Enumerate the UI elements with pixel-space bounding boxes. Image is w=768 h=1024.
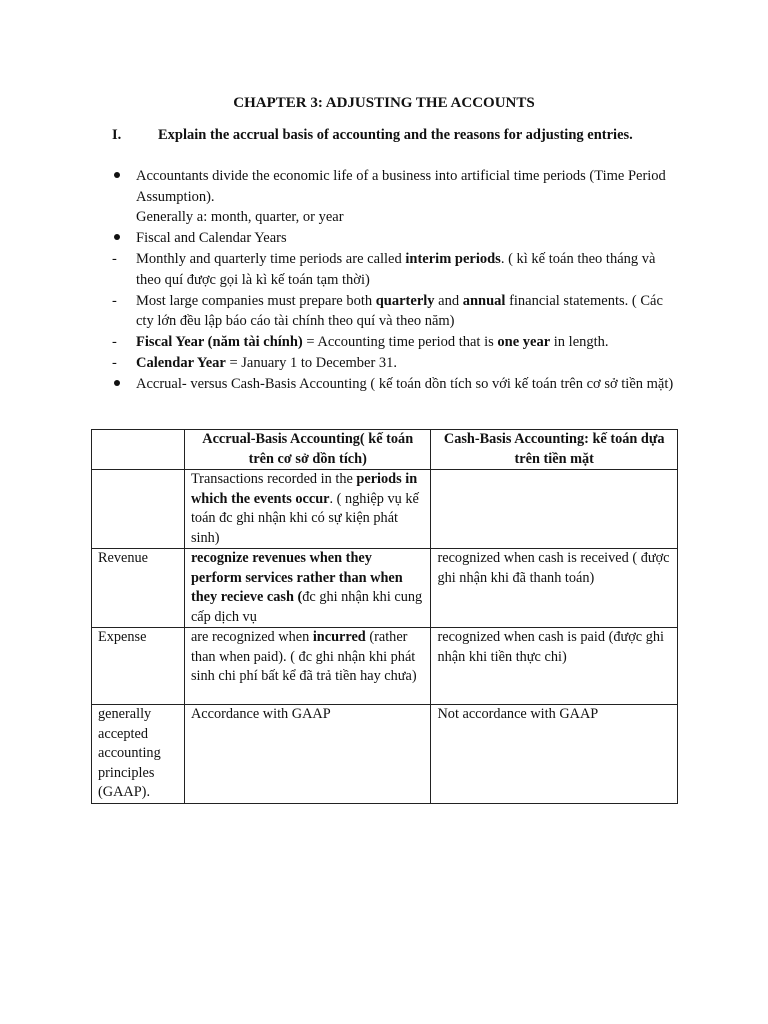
- accrual-cell: Transactions recorded in the periods in which the events occur. ( nghiệp vụ kế toán đc ghi nhận khi có sự kiện phát sinh): [184, 470, 431, 549]
- dash-icon: -: [112, 251, 117, 267]
- section-heading: [112, 125, 652, 146]
- list-item: - Calendar Year = January 1 to December 31.: [112, 353, 682, 374]
- list-item: Accountants divide the economic life of a business into artificial time periods (Time Period Assumption). Generally a: month, quarter, or year: [112, 166, 682, 228]
- section-number: I.: [112, 127, 122, 143]
- dash-icon: -: [112, 355, 117, 371]
- header-cell-cash: Cash-Basis Accounting: kế toán dựa trên tiền mặt: [431, 430, 678, 470]
- bullet-icon: [112, 228, 126, 249]
- list-item: Fiscal and Calendar Years: [112, 228, 682, 249]
- header-cell-accrual: Accrual-Basis Accounting( kế toán trên cơ sở dồn tích): [184, 430, 431, 470]
- row-label: Expense: [92, 628, 185, 705]
- comparison-table: [91, 429, 678, 804]
- cash-cell: [431, 470, 678, 549]
- section-text: Explain the accrual basis of accounting and the reasons for adjusting entries.: [158, 127, 633, 143]
- list-item: - Monthly and quarterly time periods are called interim periods. ( kì kế toán theo tháng và theo quí được gọi là kì kế toán tạm thời): [112, 251, 656, 288]
- table-row: [92, 705, 678, 804]
- row-label: generally accepted accounting principles (GAAP).: [92, 705, 185, 804]
- row-label: [92, 470, 185, 549]
- notes-list: [112, 166, 682, 395]
- table-header-row: [92, 430, 678, 470]
- row-label: Revenue: [92, 549, 185, 628]
- cash-cell: recognized when cash is paid (được ghi nhận khi tiền thực chi): [431, 628, 678, 705]
- accrual-cell: Accordance with GAAP: [184, 705, 431, 804]
- cash-cell: recognized when cash is received ( được ghi nhận khi đã thanh toán): [431, 549, 678, 628]
- bullet-icon: [112, 166, 126, 187]
- table-row: [92, 470, 678, 549]
- table-row: [92, 628, 678, 705]
- list-item: - Fiscal Year (năm tài chính) = Accounting time period that is one year in length.: [112, 332, 682, 353]
- list-item: Accrual- versus Cash-Basis Accounting ( kế toán dồn tích so với kế toán trên cơ sở tiền mặt): [112, 374, 682, 395]
- chapter-title: CHAPTER 3: ADJUSTING THE ACCOUNTS: [233, 95, 535, 111]
- table-row: [92, 549, 678, 628]
- bullet-icon: [112, 374, 126, 395]
- accrual-cell: recognize revenues when they perform services rather than when they recieve cash (đc ghi nhận khi cung cấp dịch vụ: [184, 549, 431, 628]
- dash-icon: -: [112, 292, 117, 309]
- header-cell-empty: [92, 430, 185, 470]
- cash-cell: Not accordance with GAAP: [431, 705, 678, 804]
- accrual-cell: are recognized when incurred (rather than when paid). ( đc ghi nhận khi phát sinh chi phí bất kể đã trả tiền hay chưa): [184, 628, 431, 705]
- dash-icon: -: [112, 334, 117, 350]
- list-item: - Most large companies must prepare both quarterly and annual financial statements. ( Các cty lớn đều lập báo cáo tài chính theo quí và theo năm): [112, 292, 663, 329]
